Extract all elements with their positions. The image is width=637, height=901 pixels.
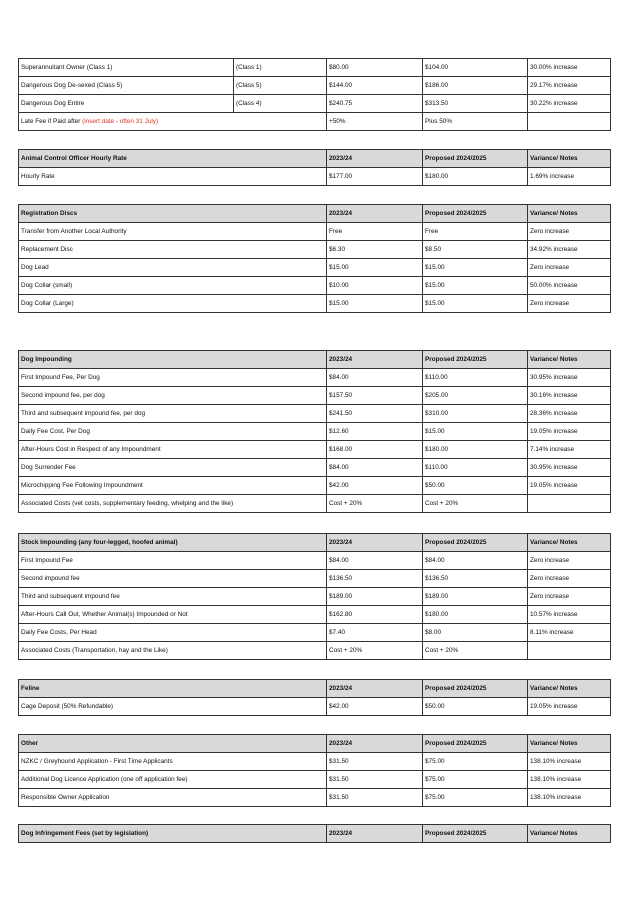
table-row <box>19 423 611 441</box>
table-row <box>19 495 611 513</box>
variance-note: 19.05% increase <box>528 698 611 716</box>
column-header-proposed: Proposed 2024/2025 <box>423 825 528 843</box>
row-label: Dangerous Dog De-sexed (Class 5) <box>19 77 234 95</box>
column-header-proposed: Proposed 2024/2025 <box>423 205 528 223</box>
proposed-fee: $15.00 <box>423 295 528 313</box>
proposed-fee: $205.00 <box>423 387 528 405</box>
row-label: Cage Deposit (50% Refundable) <box>19 698 327 716</box>
current-fee: $31.50 <box>327 789 423 807</box>
variance-note: 1.69% increase <box>528 168 611 186</box>
table-row <box>19 259 611 277</box>
proposed-fee: $310.00 <box>423 405 528 423</box>
table-row <box>19 223 611 241</box>
proposed-fee: $110.00 <box>423 459 528 477</box>
row-label: First Impound Fee, Per Dog <box>19 369 327 387</box>
column-header-proposed: Proposed 2024/2025 <box>423 150 528 168</box>
table-row <box>19 698 611 716</box>
current-fee: $240.75 <box>327 95 423 113</box>
proposed-fee: $110.00 <box>423 369 528 387</box>
current-fee: $168.00 <box>327 441 423 459</box>
variance-note: Zero increase <box>528 223 611 241</box>
hourly-rate-table <box>18 149 611 186</box>
row-label: Dog Surrender Fee <box>19 459 327 477</box>
current-fee: Cost + 20% <box>327 495 423 513</box>
proposed-fee: $180.00 <box>423 441 528 459</box>
row-label: Responsible Owner Application <box>19 789 327 807</box>
variance-note: 19.05% increase <box>528 477 611 495</box>
table-row <box>19 405 611 423</box>
current-fee: $177.00 <box>327 168 423 186</box>
proposed-fee: $15.00 <box>423 277 528 295</box>
variance-note: Zero increase <box>528 552 611 570</box>
registration-discs-table <box>18 204 611 313</box>
table-row-late-fee <box>19 113 611 131</box>
table-header-row <box>19 351 611 369</box>
proposed-fee: $75.00 <box>423 753 528 771</box>
section-title: Other <box>19 735 327 753</box>
registration-class-table <box>18 58 611 131</box>
current-fee: $42.00 <box>327 698 423 716</box>
column-header-proposed: Proposed 2024/2025 <box>423 351 528 369</box>
row-label: First Impound Fee <box>19 552 327 570</box>
proposed-fee: Cost + 20% <box>423 495 528 513</box>
table-row <box>19 59 611 77</box>
proposed-fee: $50.00 <box>423 477 528 495</box>
table-header-row <box>19 735 611 753</box>
row-label: After-Hours Cost in Respect of any Impoundment <box>19 441 327 459</box>
current-fee: $15.00 <box>327 259 423 277</box>
variance-note: Zero increase <box>528 588 611 606</box>
row-label: Dog Collar (small) <box>19 277 327 295</box>
column-header-current: 2023/24 <box>327 825 423 843</box>
proposed-fee: $189.00 <box>423 588 528 606</box>
table-header-row <box>19 680 611 698</box>
table-row <box>19 295 611 313</box>
proposed-fee: $313.50 <box>423 95 528 113</box>
row-label: Replacement Disc <box>19 241 327 259</box>
table-row <box>19 387 611 405</box>
column-header-variance: Variance/ Notes <box>528 735 611 753</box>
row-label: Second impound fee <box>19 570 327 588</box>
proposed-fee: $15.00 <box>423 423 528 441</box>
other-fees-table <box>18 734 611 807</box>
row-label: Microchipping Fee Following Impoundment <box>19 477 327 495</box>
column-header-proposed: Proposed 2024/2025 <box>423 534 528 552</box>
dog-infringement-fees-table <box>18 824 611 843</box>
feline-table <box>18 679 611 716</box>
section-title: Dog Infringement Fees (set by legislation) <box>19 825 327 843</box>
variance-note: 8.11% increase <box>528 624 611 642</box>
row-label: Associated Costs (Transportation, hay and the Like) <box>19 642 327 660</box>
table-row <box>19 77 611 95</box>
table-row <box>19 241 611 259</box>
variance-note: 19.05% increase <box>528 423 611 441</box>
proposed-fee: $75.00 <box>423 789 528 807</box>
column-header-proposed: Proposed 2024/2025 <box>423 735 528 753</box>
variance-note: 30.00% increase <box>528 59 611 77</box>
current-fee: $31.50 <box>327 771 423 789</box>
column-header-variance: Variance/ Notes <box>528 205 611 223</box>
variance-note <box>528 495 611 513</box>
section-title: Stock Impounding (any four-legged, hoofed animal) <box>19 534 327 552</box>
row-label: Dog Collar (Large) <box>19 295 327 313</box>
table-row <box>19 168 611 186</box>
proposed-fee: $180.00 <box>423 606 528 624</box>
current-fee: $7.40 <box>327 624 423 642</box>
row-label: Second impound fee, per dog <box>19 387 327 405</box>
current-fee: $84.00 <box>327 552 423 570</box>
late-fee-date-note: (insert date - often 31 July) <box>82 117 159 125</box>
variance-note: 30.22% increase <box>528 95 611 113</box>
table-row <box>19 277 611 295</box>
table-header-row <box>19 825 611 843</box>
proposed-fee: $84.00 <box>423 552 528 570</box>
table-row <box>19 606 611 624</box>
variance-note: 30.95% increase <box>528 459 611 477</box>
current-fee: $15.00 <box>327 295 423 313</box>
table-row <box>19 642 611 660</box>
column-header-variance: Variance/ Notes <box>528 680 611 698</box>
proposed-fee: $104.00 <box>423 59 528 77</box>
variance-note: 138.10% increase <box>528 771 611 789</box>
current-fee: $241.50 <box>327 405 423 423</box>
variance-note: 34.92% increase <box>528 241 611 259</box>
table-row <box>19 570 611 588</box>
table-row <box>19 95 611 113</box>
current-fee: +50% <box>327 113 423 131</box>
proposed-fee: $8.50 <box>423 241 528 259</box>
section-title: Dog Impounding <box>19 351 327 369</box>
row-label: NZKC / Greyhound Application - First Time Applicants <box>19 753 327 771</box>
current-fee: $84.00 <box>327 459 423 477</box>
proposed-fee: Free <box>423 223 528 241</box>
current-fee: $6.30 <box>327 241 423 259</box>
variance-note: 10.57% increase <box>528 606 611 624</box>
row-label: Transfer from Another Local Authority <box>19 223 327 241</box>
table-header-row <box>19 150 611 168</box>
table-row <box>19 477 611 495</box>
proposed-fee: Cost + 20% <box>423 642 528 660</box>
late-fee-label <box>19 113 327 131</box>
table-row <box>19 441 611 459</box>
row-label: Superannuitant Owner (Class 1) <box>19 59 234 77</box>
variance-note: 50.00% increase <box>528 277 611 295</box>
current-fee: $80.00 <box>327 59 423 77</box>
table-row <box>19 771 611 789</box>
column-header-current: 2023/24 <box>327 680 423 698</box>
proposed-fee: $50.00 <box>423 698 528 716</box>
variance-note <box>528 642 611 660</box>
current-fee: $157.50 <box>327 387 423 405</box>
variance-note: Zero increase <box>528 259 611 277</box>
column-header-current: 2023/24 <box>327 150 423 168</box>
row-label: Third and subsequent impound fee <box>19 588 327 606</box>
table-row <box>19 552 611 570</box>
table-row <box>19 789 611 807</box>
proposed-fee: $186.00 <box>423 77 528 95</box>
proposed-fee: Plus 50% <box>423 113 528 131</box>
current-fee: Cost + 20% <box>327 642 423 660</box>
variance-note: Zero increase <box>528 295 611 313</box>
row-class: (Class 5) <box>234 77 327 95</box>
variance-note: Zero increase <box>528 570 611 588</box>
table-row <box>19 753 611 771</box>
current-fee: Free <box>327 223 423 241</box>
variance-note: 30.95% increase <box>528 369 611 387</box>
table-row <box>19 624 611 642</box>
column-header-variance: Variance/ Notes <box>528 351 611 369</box>
variance-note: 29.17% increase <box>528 77 611 95</box>
late-fee-text: Late Fee if Paid after <box>21 117 83 125</box>
current-fee: $10.00 <box>327 277 423 295</box>
variance-note: 30.16% increase <box>528 387 611 405</box>
column-header-current: 2023/24 <box>327 351 423 369</box>
row-label: Additional Dog Licence Application (one off application fee) <box>19 771 327 789</box>
column-header-variance: Variance/ Notes <box>528 150 611 168</box>
current-fee: $84.00 <box>327 369 423 387</box>
variance-note: 138.10% increase <box>528 753 611 771</box>
column-header-variance: Variance/ Notes <box>528 825 611 843</box>
row-label: Daily Fee Costs, Per Head <box>19 624 327 642</box>
section-title: Feline <box>19 680 327 698</box>
row-label: Dog Lead <box>19 259 327 277</box>
table-row <box>19 369 611 387</box>
row-label: Daily Fee Cost, Per Dog <box>19 423 327 441</box>
row-class: (Class 1) <box>234 59 327 77</box>
variance-note: 138.10% increase <box>528 789 611 807</box>
current-fee: $31.50 <box>327 753 423 771</box>
proposed-fee: $75.00 <box>423 771 528 789</box>
table-row <box>19 459 611 477</box>
table-header-row <box>19 205 611 223</box>
row-label: Dangerous Dog Entire <box>19 95 234 113</box>
table-row <box>19 588 611 606</box>
current-fee: $42.00 <box>327 477 423 495</box>
column-header-current: 2023/24 <box>327 205 423 223</box>
dog-impounding-table <box>18 350 611 513</box>
current-fee: $12.60 <box>327 423 423 441</box>
section-title: Registration Discs <box>19 205 327 223</box>
column-header-current: 2023/24 <box>327 534 423 552</box>
section-title: Animal Control Officer Hourly Rate <box>19 150 327 168</box>
proposed-fee: $15.00 <box>423 259 528 277</box>
column-header-variance: Variance/ Notes <box>528 534 611 552</box>
column-header-proposed: Proposed 2024/2025 <box>423 680 528 698</box>
variance-note: 28.36% increase <box>528 405 611 423</box>
current-fee: $144.00 <box>327 77 423 95</box>
current-fee: $136.50 <box>327 570 423 588</box>
row-class: (Class 4) <box>234 95 327 113</box>
proposed-fee: $180.00 <box>423 168 528 186</box>
proposed-fee: $8.00 <box>423 624 528 642</box>
current-fee: $162.80 <box>327 606 423 624</box>
column-header-current: 2023/24 <box>327 735 423 753</box>
row-label: Third and subsequent impound fee, per dog <box>19 405 327 423</box>
row-label: After-Hours Call Out, Whether Animal(s) Impounded or Not <box>19 606 327 624</box>
current-fee: $189.00 <box>327 588 423 606</box>
table-header-row <box>19 534 611 552</box>
stock-impounding-table <box>18 533 611 660</box>
proposed-fee: $136.50 <box>423 570 528 588</box>
row-label: Hourly Rate <box>19 168 327 186</box>
variance-note: 7.14% increase <box>528 441 611 459</box>
variance-note <box>528 113 611 131</box>
row-label: Associated Costs (vet costs, supplementary feeding, whelping and the like) <box>19 495 327 513</box>
